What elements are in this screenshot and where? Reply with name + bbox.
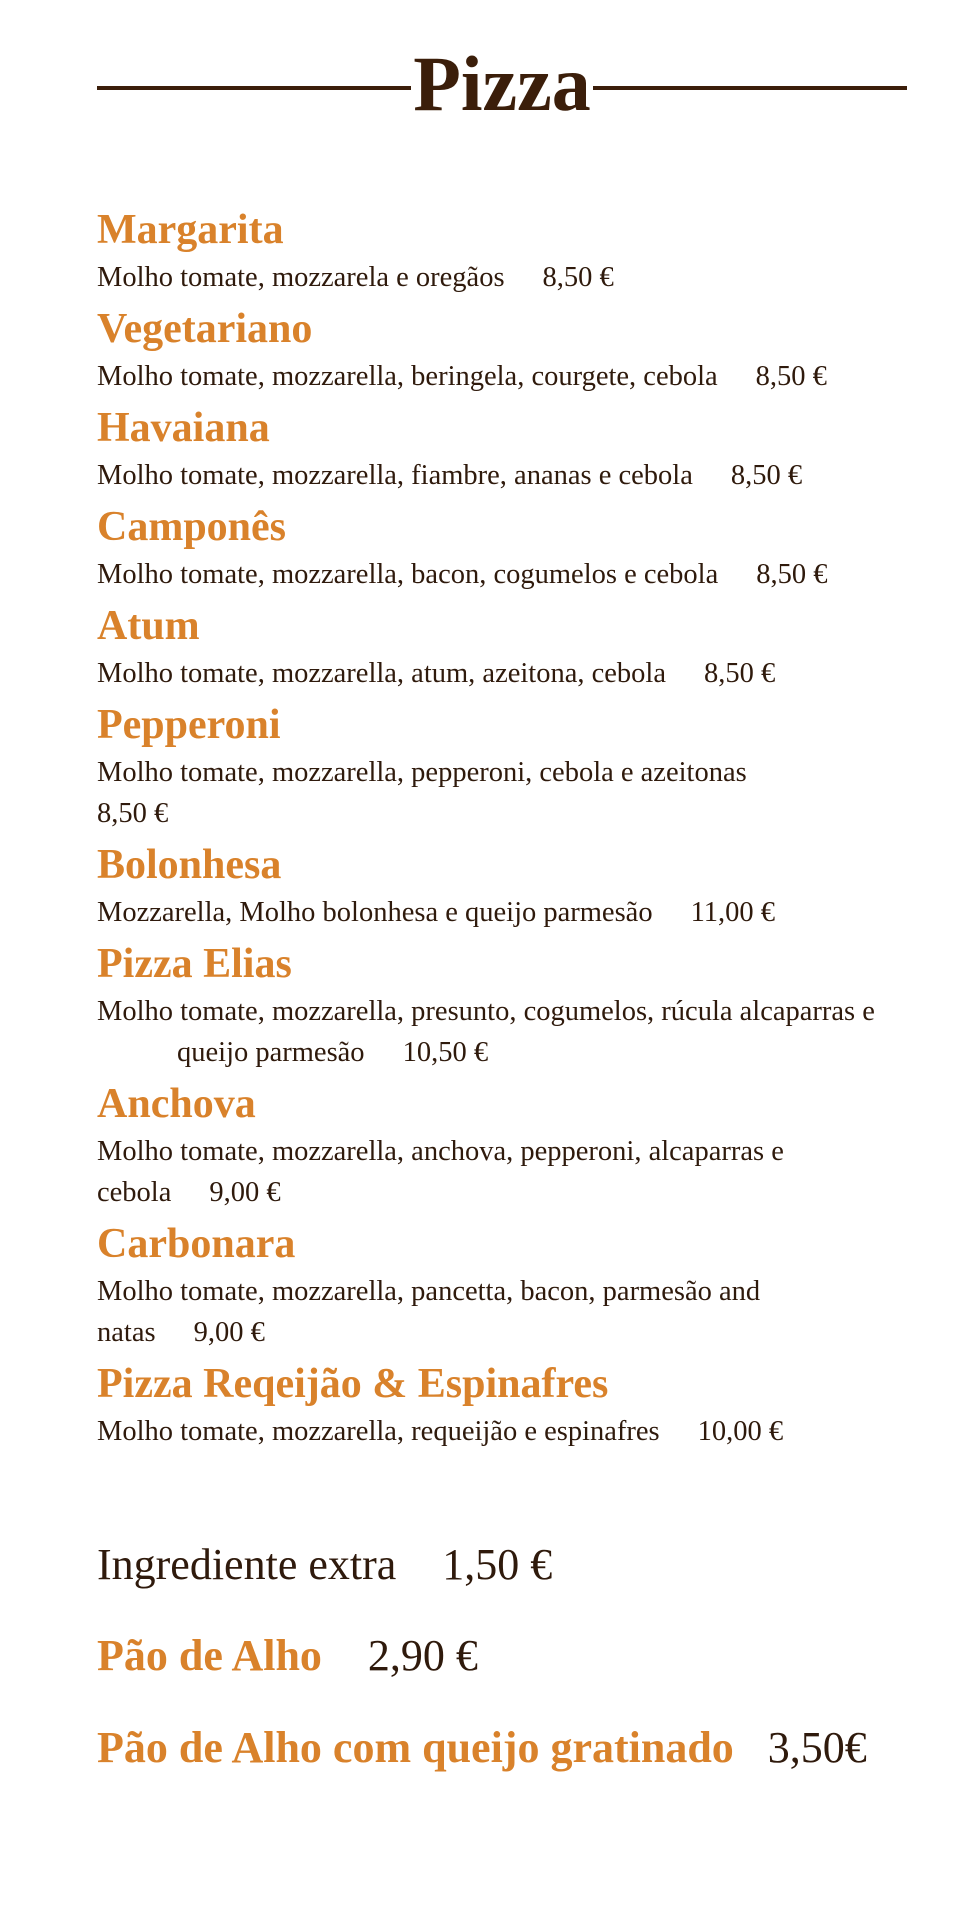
menu-item-name: Pizza Elias	[97, 941, 292, 987]
menu-item-price: 8,50 €	[97, 798, 169, 829]
menu-item-name: Pizza Reqeijão & Espinafres	[97, 1361, 609, 1407]
menu-item-name: Atum	[97, 603, 200, 649]
menu-item-ingredients: Molho tomate, mozzarela e oregãos	[97, 262, 505, 293]
menu-item-price: 11,00 €	[690, 897, 776, 928]
garlic-bread-cheese-row	[97, 1723, 867, 1772]
menu-item-ingredients: Molho tomate, mozzarella, pepperoni, cebola e azeitonas	[97, 757, 747, 788]
menu-item-name: Anchova	[97, 1081, 256, 1127]
menu-item-name: Carbonara	[97, 1221, 296, 1267]
garlic-bread-cheese-label: Pão de Alho com queijo gratinado	[97, 1723, 734, 1772]
extra-ingredient-price: 1,50 €	[442, 1540, 553, 1589]
menu-item-ingredients: Molho tomate, mozzarella, requeijão e espinafres	[97, 1416, 660, 1447]
menu-item-ingredients: Molho tomate, mozzarella, beringela, courgete, cebola	[97, 361, 718, 392]
menu-item	[97, 1077, 907, 1217]
menu-item-description	[97, 1411, 907, 1456]
menu-item-description	[97, 752, 837, 838]
menu-item-price: 8,50 €	[756, 559, 828, 590]
menu-items-list	[97, 203, 907, 1456]
menu-item-ingredients: Molho tomate, mozzarella, presunto, cogumelos, rúcula alcaparras e queijo parmesão	[97, 996, 875, 1068]
menu-item-description	[97, 991, 897, 1077]
menu-item	[97, 937, 907, 1077]
menu-item-price: 8,50 €	[755, 361, 827, 392]
menu-item-ingredients: Molho tomate, mozzarella, atum, azeitona, cebola	[97, 658, 666, 689]
menu-item	[97, 838, 907, 937]
menu-item-price: 9,00 €	[193, 1317, 265, 1348]
menu-item	[97, 302, 907, 401]
page-title: Pizza	[413, 40, 591, 127]
menu-item	[97, 599, 907, 698]
menu-item	[97, 1217, 907, 1357]
title-rule-right	[593, 86, 907, 90]
menu-item-name: Havaiana	[97, 405, 270, 451]
menu-item	[97, 1357, 907, 1456]
menu-item-description	[97, 1131, 887, 1217]
menu-item-ingredients: Molho tomate, mozzarella, anchova, pepperoni, alcaparras e cebola	[97, 1136, 784, 1208]
menu-item-price: 10,50 €	[402, 1037, 489, 1068]
menu-item	[97, 203, 907, 302]
menu-item-ingredients: Molho tomate, mozzarella, pancetta, bacon, parmesão and natas	[97, 1276, 761, 1348]
menu-item-ingredients: Molho tomate, mozzarella, bacon, cogumelos e cebola	[97, 559, 719, 590]
menu-item-description	[97, 455, 907, 500]
garlic-bread-cheese-price: 3,50€	[767, 1723, 867, 1772]
menu-item-description	[97, 554, 907, 599]
menu-item-price: 8,50 €	[730, 460, 803, 491]
menu-item-description	[97, 1271, 857, 1357]
title-row	[97, 36, 907, 132]
menu-item	[97, 401, 907, 500]
menu-item-price: 8,50 €	[703, 658, 776, 689]
menu-item-description	[97, 653, 907, 698]
menu-item-name: Bolonhesa	[97, 842, 282, 888]
menu-item-ingredients: Molho tomate, mozzarella, fiambre, ananas e cebola	[97, 460, 693, 491]
menu-item-name: Margarita	[97, 207, 284, 253]
menu-item-price: 8,50 €	[542, 262, 614, 293]
menu-item-ingredients: Mozzarella, Molho bolonhesa e queijo parmesão	[97, 897, 653, 928]
menu-item	[97, 500, 907, 599]
menu-item-description	[97, 356, 907, 401]
garlic-bread-price: 2,90 €	[367, 1631, 478, 1680]
menu-item-name: Vegetariano	[97, 306, 313, 352]
extra-ingredient-row	[97, 1540, 553, 1589]
garlic-bread-label: Pão de Alho	[97, 1631, 322, 1680]
garlic-bread-row	[97, 1631, 478, 1680]
menu-item-price: 10,00 €	[697, 1416, 784, 1447]
menu-item-name: Camponês	[97, 504, 287, 550]
menu-item-description	[97, 892, 907, 937]
extra-ingredient-label: Ingrediente extra	[97, 1540, 397, 1589]
title-rule-left	[97, 86, 411, 90]
menu-item-name: Pepperoni	[97, 702, 281, 748]
menu-item	[97, 698, 907, 838]
menu-item-description	[97, 257, 907, 302]
menu-item-price: 9,00 €	[209, 1177, 281, 1208]
